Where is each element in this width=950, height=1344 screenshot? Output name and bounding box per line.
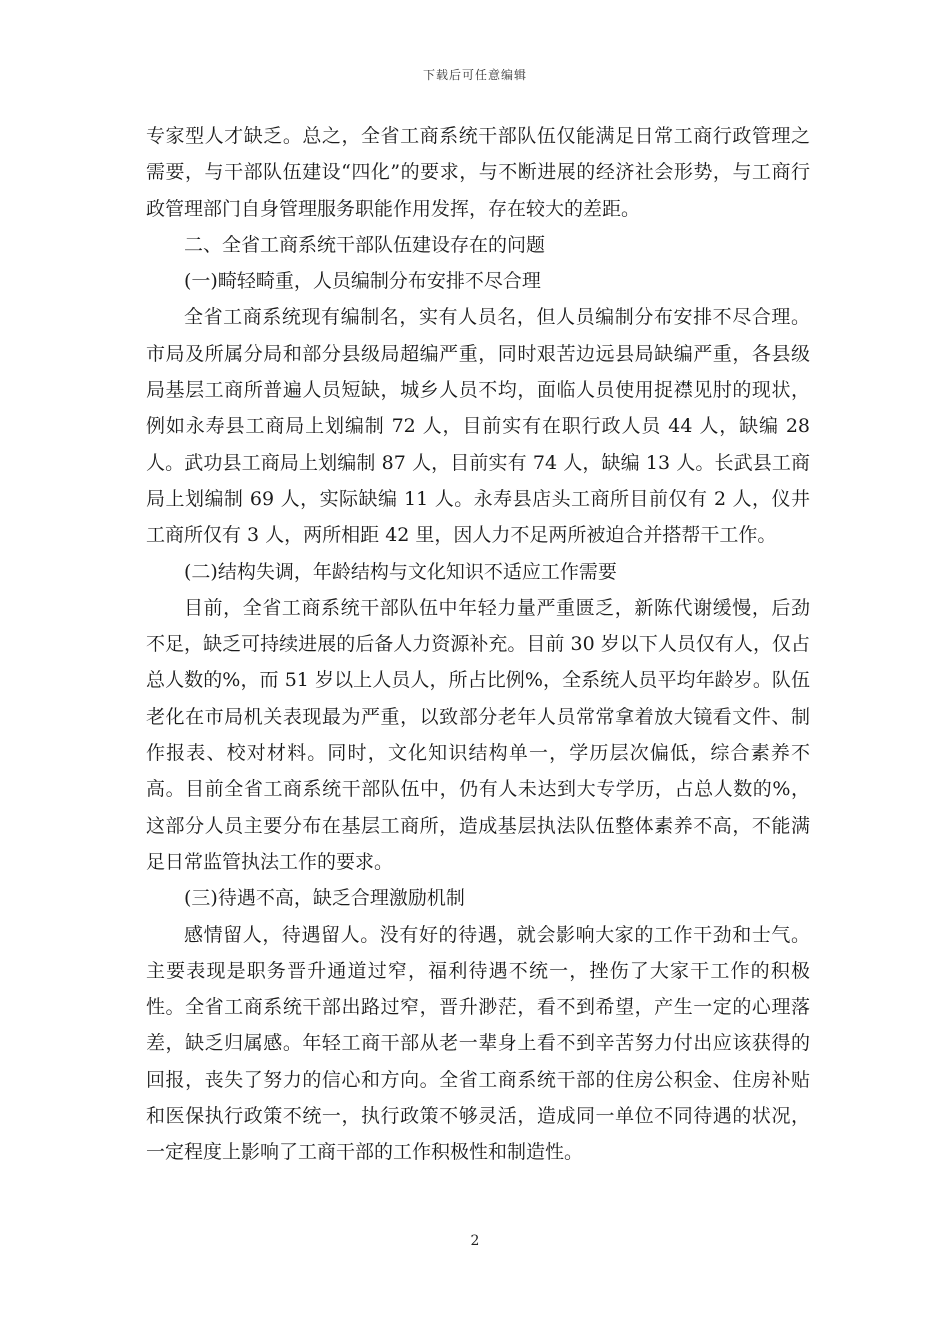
subsection-heading: (一)畸轻畸重，人员编制分布安排不尽合理 bbox=[184, 270, 541, 293]
paragraph: 专家型人才缺乏。总之，全省工商系统干部队伍仅能满足日常工商行政管理之需要，与干部队伍建设“四化”的要求，与不断进展的经济社会形势，与工商行政管理部门自身管理服务职能作用发挥，存在较大的差距。 bbox=[146, 125, 810, 220]
paragraph: 感情留人，待遇留人。没有好的待遇，就会影响大家的工作干劲和士气。主要表现是职务晋升通道过窄，福利待遇不统一，挫伤了大家干工作的积极性。全省工商系统干部出路过窄，晋升渺茫，看不到希望，产生一定的心理落差，缺乏归属感。年轻工商干部从老一辈身上看不到辛苦努力付出应该获得的回报，丧失了努力的信心和方向。全省工商系统干部的住房公积金、住房补贴和医保执行政策不统一，执行政策不够灵活，造成同一单位不同待遇的状况，一定程度上影响了工商干部的工作积极性和制造性。 bbox=[146, 923, 810, 1164]
section-heading: 二、全省工商系统干部队伍建设存在的问题 bbox=[184, 233, 546, 256]
paragraph: 全省工商系统现有编制名，实有人员名，但人员编制分布安排不尽合理。市局及所属分局和部分县级局超编严重，同时艰苦边远县局缺编严重，各县级局基层工商所普遍人员短缺，城乡人员不均，面临人员使用捉襟见肘的现状，例如永寿县工商局上划编制 72 人，目前实有在职行政人员 44 人，缺编 28 人。武功县工商局上划编制 87 人，目前实有 74 人，缺编 13 人。长武县工商局上划编制 69 人，实际缺编 11 人。永寿县店头工商所目前仅有 2 人，仪井工商所仅有 3 人，两所相距 42 里，因人力不足两所被迫合并搭帮干工作。 bbox=[146, 306, 810, 547]
page-header: 下载后可任意编辑 bbox=[422, 68, 527, 82]
paragraph: 目前，全省工商系统干部队伍中年轻力量严重匮乏，新陈代谢缓慢，后劲不足，缺乏可持续进展的后备人力资源补充。目前 30 岁以下人员仅有人，仅占总人数的%，而 51 岁以上人员人，所占比例%，全系统人员平均年龄岁。队伍老化在市局机关表现最为严重，以致部分老年人员常常拿着放大镜看文件、制作报表、校对材料。同时，文化知识结构单一，学历层次偏低，综合素养不高。目前全省工商系统干部队伍中，仍有人未达到大专学历，占总人数的%，这部分人员主要分布在基层工商所，造成基层执法队伍整体素养不高，不能满足日常监管执法工作的要求。 bbox=[146, 596, 810, 873]
subsection-heading: (二)结构失调，年龄结构与文化知识不适应工作需要 bbox=[184, 560, 617, 583]
document-body bbox=[146, 118, 810, 1171]
page-number: 2 bbox=[470, 1233, 480, 1249]
subsection-heading: (三)待遇不高，缺乏合理激励机制 bbox=[184, 887, 465, 910]
